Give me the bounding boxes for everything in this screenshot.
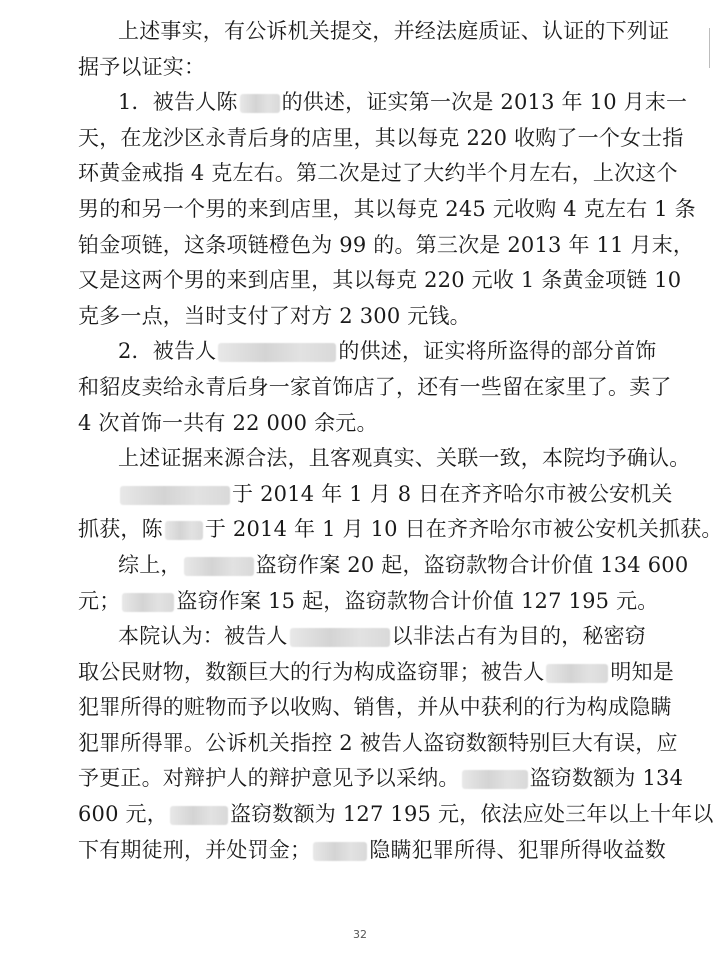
redaction-block [184, 557, 254, 576]
text-segment: 下有期徒刑，并处罚金； [78, 837, 312, 862]
text-segment: 元； [78, 588, 121, 613]
text-line: 又是这两个男的来到店里，其以每克 220 元收 1 条黄金项链 10 [78, 268, 682, 293]
text-segment: 盗窃数额为 134 [529, 766, 684, 791]
page-number: 32 [353, 928, 367, 941]
text-line: 天，在龙沙区永青后身的店里，其以每克 220 收购了一个女士指 [78, 125, 684, 150]
text-line [78, 761, 684, 797]
text-segment: 盗窃作案 20 起，盗窃款物合计价值 134 600 [255, 552, 689, 577]
text-segment: 明知是 [610, 659, 675, 684]
redaction-block [218, 343, 336, 362]
text-line [78, 334, 668, 370]
text-segment: 盗窃数额为 127 195 元，依法应处三年以上十年以 [229, 802, 714, 827]
text-segment: 本院认为：被告人 [118, 624, 288, 649]
text-line [78, 655, 675, 691]
text-line: 上述事实，有公诉机关提交，并经法庭质证、认证的下列证 [118, 19, 670, 43]
text-line [78, 584, 668, 620]
text-segment: 2．被告人 [118, 339, 217, 364]
text-segment: 抓获，陈 [78, 517, 163, 542]
text-segment: 600 元， [78, 802, 168, 827]
text-line: 铂金项链，这条项链橙色为 99 的。第三次是 2013 年 11 月末， [78, 232, 695, 257]
text-segment: 的供述，证实第一次是 2013 年 10 月末一 [281, 90, 688, 115]
text-segment: 于 2014 年 1 月 8 日在齐齐哈尔市被公安机关 [232, 481, 673, 506]
text-line [78, 833, 668, 869]
text-line: 环黄金戒指 4 克左右。第二次是过了大约半个月左右，上次这个 [78, 161, 678, 186]
redaction-block [313, 842, 367, 861]
text-line [78, 797, 714, 833]
text-segment: 于 2014 年 1 月 10 日在齐齐哈尔市被公安机关抓获。 [204, 517, 723, 542]
text-segment: 综上， [118, 552, 182, 577]
text-line: 和貂皮卖给永青后身一家首饰店了，还有一些留在家里了。卖了 [78, 374, 672, 399]
text-segment: 隐瞒犯罪所得、犯罪所得收益数 [369, 837, 667, 862]
text-line: 犯罪所得罪。公诉机关指控 2 被告人盗窃数额特别巨大有误，应 [78, 730, 678, 755]
redaction-block [120, 486, 230, 505]
text-line: 据予以证实： [78, 54, 206, 79]
redaction-block [165, 521, 203, 540]
text-line [78, 548, 689, 584]
text-line [78, 619, 668, 655]
text-segment: 予更正。对辩护人的辩护意见予以采纳。 [78, 766, 460, 791]
text-segment: 以非法占有为目的，秘密窃 [391, 624, 647, 649]
text-line: 4 次首饰一共有 22 000 余元。 [78, 410, 378, 435]
text-line: 克多一点，当时支付了对方 2 300 元钱。 [78, 303, 471, 328]
redaction-block [240, 94, 280, 113]
judgment-text [78, 14, 723, 868]
redaction-block [170, 806, 228, 825]
text-line: 犯罪所得的赃物而予以收购、销售，并从中获利的行为构成隐瞒 [78, 695, 672, 720]
text-segment: 的供述，证实将所盗得的部分首饰 [338, 339, 657, 364]
text-line [78, 85, 688, 121]
text-line: 上述证据来源合法，且客观真实、关联一致，本院均予确认。 [118, 446, 691, 471]
text-segment: 1．被告人陈 [118, 90, 238, 115]
redaction-block [462, 770, 528, 789]
redaction-block [290, 628, 390, 647]
text-line [78, 512, 723, 548]
redaction-block [546, 664, 608, 683]
redaction-block [122, 593, 174, 612]
text-segment: 盗窃作案 15 起，盗窃款物合计价值 127 195 元。 [176, 588, 659, 613]
text-line [78, 477, 673, 513]
text-line: 男的和另一个男的来到店里，其以每克 245 元收购 4 克左右 1 条 [78, 196, 696, 221]
text-segment: 取公民财物，数额巨大的行为构成盗窃罪；被告人 [78, 659, 545, 684]
scan-edge-mark [699, 28, 710, 68]
